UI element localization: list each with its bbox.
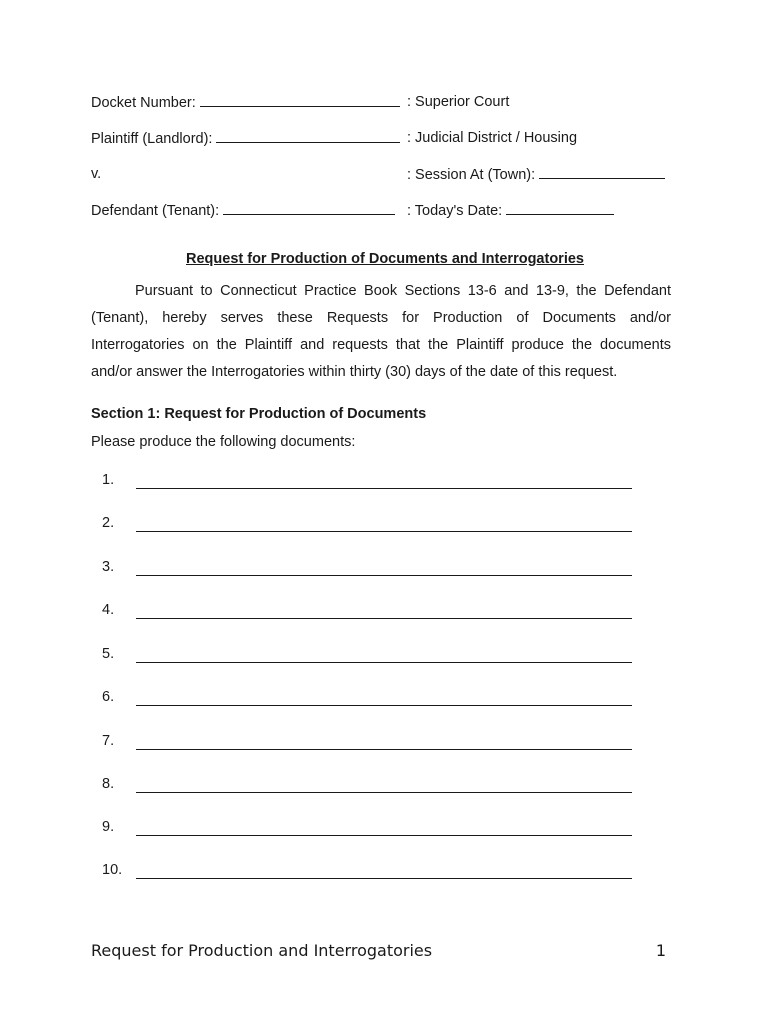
session-town-blank[interactable] xyxy=(539,164,665,179)
document-item xyxy=(102,602,642,624)
item-answer-line[interactable] xyxy=(136,488,632,489)
caption-docket-row xyxy=(91,92,691,112)
plaintiff-blank[interactable] xyxy=(216,128,400,143)
document-item xyxy=(102,646,642,668)
caption-plaintiff-row xyxy=(91,128,691,148)
item-answer-line[interactable] xyxy=(136,749,632,750)
docket-label: Docket Number: xyxy=(91,95,196,111)
session-label: : Session At (Town): xyxy=(407,167,536,183)
page-number: 1 xyxy=(655,941,666,960)
document-item xyxy=(102,776,642,798)
section1-heading: Section 1: Request for Production of Documents xyxy=(91,406,427,422)
court-label: : Superior Court xyxy=(407,94,510,110)
document-item xyxy=(102,862,642,884)
item-number: 7. xyxy=(102,733,115,749)
document-item xyxy=(102,515,642,537)
item-answer-line[interactable] xyxy=(136,575,632,576)
item-number: 4. xyxy=(102,602,115,618)
item-number: 9. xyxy=(102,819,115,835)
item-number: 1. xyxy=(102,472,115,488)
document-item xyxy=(102,733,642,755)
document-title: Request for Production of Documents and Interrogatories xyxy=(186,251,584,267)
intro-text: Pursuant to Connecticut Practice Book Sections 13-6 and 13-9, the Defendant (Tenant), hereby serves these Requests for Production of Documents and/or Interrogatories on the Plaintiff and requests that the Plaintiff produce the documents and/or answer the Interrogatories within thirty (30) days of the date of this request. xyxy=(91,283,671,380)
date-blank[interactable] xyxy=(506,200,614,215)
item-answer-line[interactable] xyxy=(136,878,632,879)
item-number: 10. xyxy=(102,862,123,878)
document-item xyxy=(102,689,642,711)
footer-title: Request for Production and Interrogatories xyxy=(91,941,433,960)
item-number: 8. xyxy=(102,776,115,792)
item-number: 2. xyxy=(102,515,115,531)
defendant-blank[interactable] xyxy=(223,200,395,215)
docket-number-blank[interactable] xyxy=(200,92,400,107)
document-item xyxy=(102,559,642,581)
document-item xyxy=(102,819,642,841)
intro-paragraph xyxy=(91,278,671,386)
item-answer-line[interactable] xyxy=(136,531,632,532)
item-number: 6. xyxy=(102,689,115,705)
district-label: : Judicial District / Housing xyxy=(407,130,578,146)
defendant-label: Defendant (Tenant): xyxy=(91,203,220,219)
item-answer-line[interactable] xyxy=(136,662,632,663)
plaintiff-label: Plaintiff (Landlord): xyxy=(91,131,213,147)
versus-label: v. xyxy=(91,166,102,182)
item-answer-line[interactable] xyxy=(136,705,632,706)
date-label: : Today's Date: xyxy=(407,203,503,219)
item-number: 5. xyxy=(102,646,115,662)
caption-versus-row xyxy=(91,164,691,184)
item-answer-line[interactable] xyxy=(136,618,632,619)
item-number: 3. xyxy=(102,559,115,575)
item-answer-line[interactable] xyxy=(136,792,632,793)
item-answer-line[interactable] xyxy=(136,835,632,836)
caption-defendant-row xyxy=(91,200,691,220)
section1-instruction: Please produce the following documents: xyxy=(91,434,356,450)
document-item xyxy=(102,472,642,494)
